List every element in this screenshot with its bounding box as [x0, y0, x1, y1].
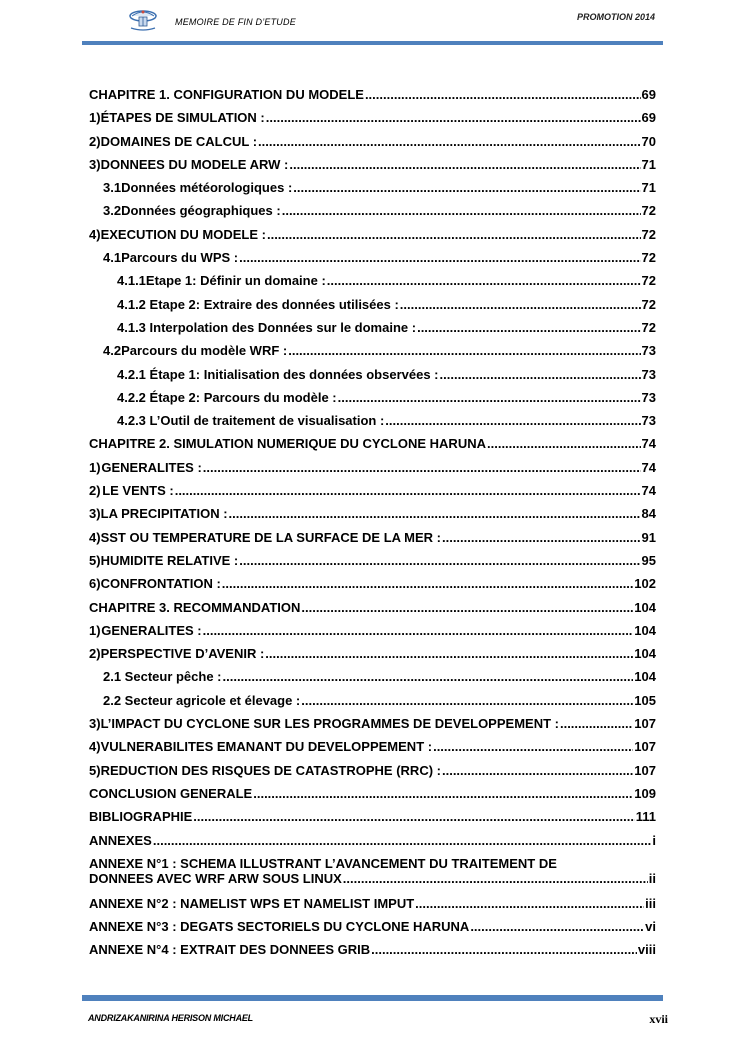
toc-entry-leader — [175, 483, 641, 498]
toc-entry-leader — [470, 919, 644, 934]
toc-entry[interactable] — [89, 623, 656, 646]
toc-entry[interactable] — [89, 763, 656, 786]
toc-entry[interactable] — [89, 273, 656, 296]
toc-entry-leader — [415, 896, 644, 911]
toc-entry-number: 4.1 — [103, 250, 122, 266]
toc-entry-number: 2) — [89, 646, 101, 662]
toc-entry-page: 104 — [634, 669, 656, 685]
toc-entry-number: 4.1.1 — [117, 273, 146, 289]
toc-entry-leader — [266, 110, 641, 125]
toc-entry[interactable] — [89, 250, 656, 273]
toc-entry[interactable] — [89, 367, 656, 390]
toc-entry-leader — [371, 942, 637, 957]
toc-entry-title: DOMAINES DE CALCUL : — [100, 133, 258, 149]
toc-entry[interactable] — [89, 553, 656, 576]
toc-entry-page: 72 — [641, 273, 656, 289]
toc-entry-leader — [301, 693, 633, 708]
toc-entry-leader — [222, 576, 634, 591]
toc-entry-title: ANNEXE N°1 : SCHEMA ILLUSTRANT L’AVANCEMENT DU TRAITEMENT DE — [89, 855, 557, 871]
toc-entry-page: 105 — [634, 692, 656, 708]
toc-entry-number: 3) — [89, 506, 101, 522]
toc-entry-leader — [253, 786, 633, 801]
toc-entry-page: 73 — [641, 389, 656, 405]
toc-entry-leader — [487, 436, 641, 451]
toc-entry-number: 1) — [89, 110, 101, 126]
toc-entry-leader — [258, 134, 640, 149]
footer-author: ANDRIZAKANIRINA HERISON MICHAEL — [88, 1013, 253, 1023]
toc-entry[interactable] — [89, 739, 656, 762]
toc-entry[interactable] — [89, 343, 656, 366]
toc-entry-number: 1) — [89, 459, 101, 475]
toc-entry-leader — [343, 871, 648, 886]
toc-entry-leader — [433, 739, 633, 754]
toc-entry-title: 2.2 Secteur agricole et élevage : — [103, 692, 301, 708]
toc-entry-title: CHAPITRE 3. RECOMMANDATION — [89, 599, 301, 615]
toc-entry-page: 107 — [634, 739, 656, 755]
toc-entry-title: SST OU TEMPERATURE DE LA SURFACE DE LA MER : — [100, 529, 441, 545]
toc-entry-title: LE VENTS : — [102, 483, 174, 499]
toc-entry-leader — [365, 87, 641, 102]
toc-entry-leader — [385, 413, 640, 428]
toc-entry-page: 71 — [641, 156, 656, 172]
toc-entry-title: LA PRECIPITATION : — [100, 506, 228, 522]
toc-entry-number: 5) — [89, 552, 101, 568]
toc-entry[interactable] — [89, 809, 656, 832]
toc-entry[interactable] — [89, 483, 656, 506]
toc-entry-leader — [400, 297, 641, 312]
toc-entry-page: 72 — [641, 296, 656, 312]
toc-entry-number: 1) — [89, 622, 101, 638]
toc-entry-page: 74 — [641, 436, 656, 452]
toc-entry[interactable] — [89, 919, 656, 942]
toc-entry-page: 70 — [641, 133, 656, 149]
toc-entry-leader — [193, 809, 634, 824]
toc-entry-leader — [239, 250, 640, 265]
toc-entry-page: 69 — [641, 110, 656, 126]
toc-entry[interactable] — [89, 786, 656, 809]
toc-entry-leader — [289, 157, 640, 172]
toc-entry[interactable] — [89, 180, 656, 203]
toc-entry-title: 4.2.1 Étape 1: Initialisation des données observées : — [117, 366, 439, 382]
toc-entry-leader — [327, 273, 641, 288]
toc-entry-page: 107 — [634, 716, 656, 732]
toc-entry-title: 4.1.2 Etape 2: Extraire des données utilisées : — [117, 296, 399, 312]
toc-entry-title: DONNEES DU MODELE ARW : — [100, 156, 289, 172]
toc-entry[interactable] — [89, 530, 656, 553]
toc-entry-title-cont: DONNEES AVEC WRF ARW SOUS LINUX — [89, 870, 342, 886]
header-title: MEMOIRE DE FIN D’ETUDE — [175, 17, 296, 27]
toc-entry-title: GENERALITES : — [101, 459, 202, 475]
toc-entry-leader — [223, 669, 634, 684]
toc-entry-page: 104 — [634, 622, 656, 638]
toc-entry[interactable] — [89, 693, 656, 716]
toc-entry-leader — [203, 623, 634, 638]
toc-entry-leader — [417, 320, 640, 335]
toc-entry-number: 3) — [89, 716, 101, 732]
toc-entry-leader — [282, 203, 641, 218]
toc-entry-page: 71 — [641, 180, 656, 196]
toc-entry-title: HUMIDITE RELATIVE : — [100, 552, 239, 568]
toc-entry-page: 72 — [641, 250, 656, 266]
toc-entry-title: CONCLUSION GENERALE — [89, 785, 253, 801]
toc-entry-leader — [338, 390, 641, 405]
toc-entry-title: ANNEXES — [89, 832, 152, 848]
toc-entry-number: 4) — [89, 529, 101, 545]
toc-entry-title: 4.1.3 Interpolation des Données sur le domaine : — [117, 319, 417, 335]
toc-entry-title: 2.1 Secteur pêche : — [103, 669, 222, 685]
toc-entry-page: 72 — [641, 226, 656, 242]
toc-entry-page: 95 — [641, 552, 656, 568]
toc-entry-title: Etape 1: Définir un domaine : — [145, 273, 326, 289]
toc-entry-leader — [442, 530, 641, 545]
footer-page-number: xvii — [649, 1012, 668, 1026]
toc-entry-title: Parcours du modèle WRF : — [121, 343, 288, 359]
toc-entry-title: BIBLIOGRAPHIE — [89, 809, 193, 825]
toc-entry-title: EXECUTION DU MODELE : — [100, 226, 266, 242]
toc-entry-title: L’IMPACT DU CYCLONE SUR LES PROGRAMMES DE DEVELOPPEMENT : — [100, 716, 559, 732]
toc-entry[interactable] — [89, 856, 656, 896]
toc-entry[interactable] — [89, 669, 656, 692]
toc-entry[interactable] — [89, 297, 656, 320]
toc-entry-page: 104 — [634, 646, 656, 662]
toc-entry-leader — [440, 367, 641, 382]
toc-entry-title: CHAPITRE 1. CONFIGURATION DU MODELE — [89, 87, 364, 102]
toc-entry-number: 3) — [89, 156, 101, 172]
toc-entry-page: 91 — [641, 529, 656, 545]
toc-entry-page: iii — [645, 895, 656, 911]
university-logo-icon — [127, 7, 159, 33]
toc-entry-leader — [153, 833, 652, 848]
toc-entry-title: ANNEXE N°3 : DEGATS SECTORIELS DU CYCLONE HARUNA — [89, 919, 470, 935]
footer-rule — [82, 995, 663, 1001]
toc-entry-title: 4.2.3 L’Outil de traitement de visualisation : — [117, 413, 385, 429]
toc-entry-title: ÉTAPES DE SIMULATION : — [100, 110, 265, 126]
toc-entry-leader — [265, 646, 633, 661]
toc-entry-page: viii — [637, 942, 656, 958]
toc-entry-page: 84 — [641, 506, 656, 522]
toc-entry-number: 2) — [89, 133, 101, 149]
toc-entry-page: 73 — [641, 413, 656, 429]
toc-entry-leader — [560, 716, 633, 731]
toc-entry-number: 4) — [89, 739, 101, 755]
toc-entry-number: 3.2 — [103, 203, 122, 219]
toc-entry-leader — [203, 460, 641, 475]
toc-entry-title: VULNERABILITES EMANANT DU DEVELOPPEMENT : — [100, 739, 433, 755]
toc-entry[interactable] — [89, 833, 656, 856]
toc-entry-title: GENERALITES : — [101, 622, 202, 638]
toc-entry-leader — [229, 506, 641, 521]
toc-entry-leader — [293, 180, 640, 195]
toc-entry[interactable] — [89, 134, 656, 157]
toc-entry[interactable] — [89, 460, 656, 483]
toc-entry[interactable] — [89, 87, 656, 110]
toc-entry-page: 104 — [634, 599, 656, 615]
toc-entry-page: 72 — [641, 203, 656, 219]
toc-entry-page: ii — [648, 870, 656, 886]
toc-entry-title: CHAPITRE 2. SIMULATION NUMERIQUE DU CYCLONE HARUNA — [89, 436, 486, 452]
toc-entry[interactable] — [89, 896, 656, 919]
toc-entry[interactable] — [89, 506, 656, 529]
toc-entry-title: Données géographiques : — [121, 203, 281, 219]
toc-entry-title: Données météorologiques : — [121, 180, 293, 196]
toc-entry-leader — [442, 763, 633, 778]
toc-entry-title: PERSPECTIVE D’AVENIR : — [100, 646, 265, 662]
toc-entry-page: 102 — [634, 576, 656, 592]
toc-entry-number: 5) — [89, 762, 101, 778]
toc-entry-page: i — [652, 832, 656, 848]
toc-entry-title: Parcours du WPS : — [121, 250, 239, 266]
toc-entry-number: 3.1 — [103, 180, 122, 196]
toc-entry[interactable] — [89, 576, 656, 599]
toc-entry-page: 73 — [641, 343, 656, 359]
toc-entry-title: 4.2.2 Étape 2: Parcours du modèle : — [117, 389, 337, 405]
toc-entry-number: 6) — [89, 576, 101, 592]
toc-entry-page: 109 — [634, 785, 656, 801]
toc-entry-number: 4) — [89, 226, 101, 242]
toc-entry-page: 74 — [641, 483, 656, 499]
toc-entry[interactable] — [89, 227, 656, 250]
toc-entry-page: 73 — [641, 366, 656, 382]
toc-entry-page: 111 — [635, 809, 656, 825]
header-promotion: PROMOTION 2014 — [576, 12, 655, 22]
toc-entry[interactable] — [89, 320, 656, 343]
toc-entry[interactable] — [89, 600, 656, 623]
toc-entry[interactable] — [89, 390, 656, 413]
toc-entry-leader — [288, 343, 640, 358]
table-of-contents — [89, 87, 656, 966]
toc-entry[interactable] — [89, 646, 656, 669]
toc-entry[interactable] — [89, 110, 656, 133]
header-rule — [82, 41, 663, 45]
toc-entry-leader — [301, 600, 633, 615]
toc-entry-title: ANNEXE N°4 : EXTRAIT DES DONNEES GRIB — [89, 942, 371, 958]
toc-entry[interactable] — [89, 716, 656, 739]
toc-entry[interactable] — [89, 413, 656, 436]
toc-entry[interactable] — [89, 203, 656, 226]
toc-entry-title: REDUCTION DES RISQUES DE CATASTROPHE (RRC) : — [100, 762, 441, 778]
toc-entry-title: ANNEXE N°2 : NAMELIST WPS ET NAMELIST IMPUT — [89, 895, 415, 911]
toc-entry[interactable] — [89, 942, 656, 965]
toc-entry-title: CONFRONTATION : — [100, 576, 221, 592]
toc-entry-page: 72 — [641, 319, 656, 335]
toc-entry-page: 107 — [634, 762, 656, 778]
toc-entry-number: 4.2 — [103, 343, 122, 359]
toc-entry-number: 2) — [89, 483, 101, 499]
toc-entry-leader — [267, 227, 641, 242]
toc-entry-page: 74 — [641, 459, 656, 475]
toc-entry-page: vi — [645, 919, 656, 935]
toc-entry-page: 69 — [641, 87, 656, 102]
toc-entry[interactable] — [89, 436, 656, 459]
toc-entry-leader — [239, 553, 640, 568]
toc-entry[interactable] — [89, 157, 656, 180]
